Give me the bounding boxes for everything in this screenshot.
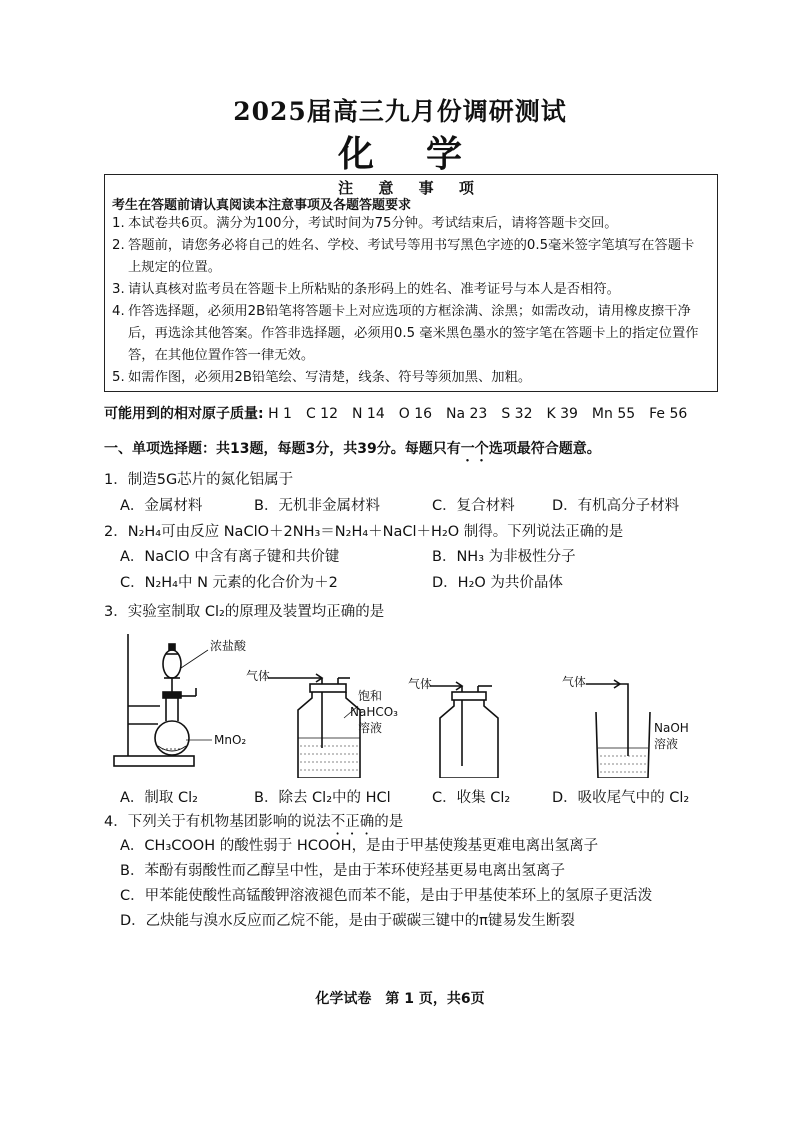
atomic-masses-label: 可能用到的相对原子质量: xyxy=(104,406,264,422)
notice-item-4: 4. 作答选择题，必须用2B铅笔将答题卡上对应选项的方框涂满、涂黑；如需改动，请用橡皮擦干净后，再选涂其他答案。作答非选择题，必须用0.5 毫米黑色墨水的签字笔在答题卡上的指定位置作答，在其他位置作答一律无效。 xyxy=(112,304,699,363)
exam-title: 2025届高三九月份调研测试 xyxy=(233,97,567,126)
q3-apparatus-figure xyxy=(100,628,720,778)
atomic-masses xyxy=(104,403,687,423)
q2-stem: 2．N₂H₄可由反应 NaClO＋2NH₃＝N₂H₄＋NaCl＋H₂O 制得。下列说法正确的是 xyxy=(104,524,624,540)
notice-item-3: 3. 请认真核对监考员在答题卡上所粘贴的条形码上的姓名、准考证号与本人是否相符。 xyxy=(112,282,620,297)
fig-b-gas-label: 气体 xyxy=(246,669,271,683)
fig-c-collection-bottle xyxy=(430,682,498,778)
notice-item-2: 2. 答题前，请您务必将自己的姓名、学校、考试号等用书写黑色字迹的0.5毫米签字笔填写在答题卡上规定的位置。 xyxy=(112,238,695,275)
fig-a-label-acid: 浓盐酸 xyxy=(210,639,247,653)
q1-option-d: D．有机高分子材料 xyxy=(552,498,680,514)
notice-heading: 注 意 事 项 xyxy=(338,179,484,197)
q4-stem: 4．下列关于有机物基团影响的说法不正确的是 xyxy=(104,814,404,830)
q2-option-a: A．NaClO 中含有离子键和共价键 xyxy=(120,549,340,565)
q4-option-b: B．苯酚有弱酸性而乙醇呈中性，是由于苯环使羟基更易电离出氢离子 xyxy=(120,863,565,879)
q3-option-a: A．制取 Cl₂ xyxy=(120,790,198,806)
fig-d-gas-label: 气体 xyxy=(562,675,587,689)
section-heading: 一、单项选择题：共13题，每题3分，共39分。每题只有一个选项最符合题意。 xyxy=(104,441,601,457)
fig-b-label-3: 溶液 xyxy=(358,721,383,735)
fig-a-generator xyxy=(114,634,212,766)
fig-b-label-2: NaHCO₃ xyxy=(350,705,398,719)
q4-option-c: C．甲苯能使酸性高锰酸钾溶液褪色而苯不能，是由于甲基使苯环上的氢原子更活泼 xyxy=(120,888,653,904)
q1-option-b: B．无机非金属材料 xyxy=(254,498,380,514)
q3-stem: 3．实验室制取 Cl₂的原理及装置均正确的是 xyxy=(104,604,385,620)
notice-item-1: 1. 本试卷共6页。满分为100分，考试时间为75分钟。考试结束后，请将答题卡交回。 xyxy=(112,216,618,231)
q2-option-b: B．NH₃ 为非极性分子 xyxy=(432,549,576,565)
q4-option-a: A．CH₃COOH 的酸性弱于 HCOOH，是由于甲基使羧基更难电离出氢离子 xyxy=(120,838,599,854)
q2-option-c: C．N₂H₄中 N 元素的化合价为＋2 xyxy=(120,575,338,591)
q3-option-d: D．吸收尾气中的 Cl₂ xyxy=(552,790,690,806)
q1-option-a: A．金属材料 xyxy=(120,498,203,514)
atomic-masses-values: H 1 C 12 N 14 O 16 Na 23 S 32 K 39 Mn 55 Fe 56 xyxy=(268,406,688,422)
fig-a-label-mno2: MnO₂ xyxy=(214,733,247,747)
q1-option-c: C．复合材料 xyxy=(432,498,515,514)
q4-option-d: D．乙炔能与溴水反应而乙烷不能，是由于碳碳三键中的π键易发生断裂 xyxy=(120,913,575,929)
fig-b-label-1: 饱和 xyxy=(358,689,383,703)
q2-option-d: D．H₂O 为共价晶体 xyxy=(432,575,563,591)
q3-option-b: B．除去 Cl₂中的 HCl xyxy=(254,790,391,806)
notice-lead: 考生在答题前请认真阅读本注意事项及各题答题要求 xyxy=(112,198,412,213)
notice-item-5: 5. 如需作图，必须用2B铅笔绘、写清楚，线条、符号等须加黑、加粗。 xyxy=(112,370,532,385)
q1-stem: 1．制造5G芯片的氮化铝属于 xyxy=(104,472,294,488)
page-footer: 化学试卷 第 1 页，共6页 xyxy=(315,991,485,1007)
fig-d-label-2: 溶液 xyxy=(654,737,679,751)
subject-title: 化学 xyxy=(337,133,514,175)
fig-b-wash-bottle xyxy=(268,674,360,778)
fig-d-label-1: NaOH xyxy=(654,721,689,735)
q3-option-c: C．收集 Cl₂ xyxy=(432,790,511,806)
fig-d-beaker xyxy=(586,680,650,778)
liquid-hatching xyxy=(300,746,646,772)
fig-c-gas-label: 气体 xyxy=(408,677,433,691)
